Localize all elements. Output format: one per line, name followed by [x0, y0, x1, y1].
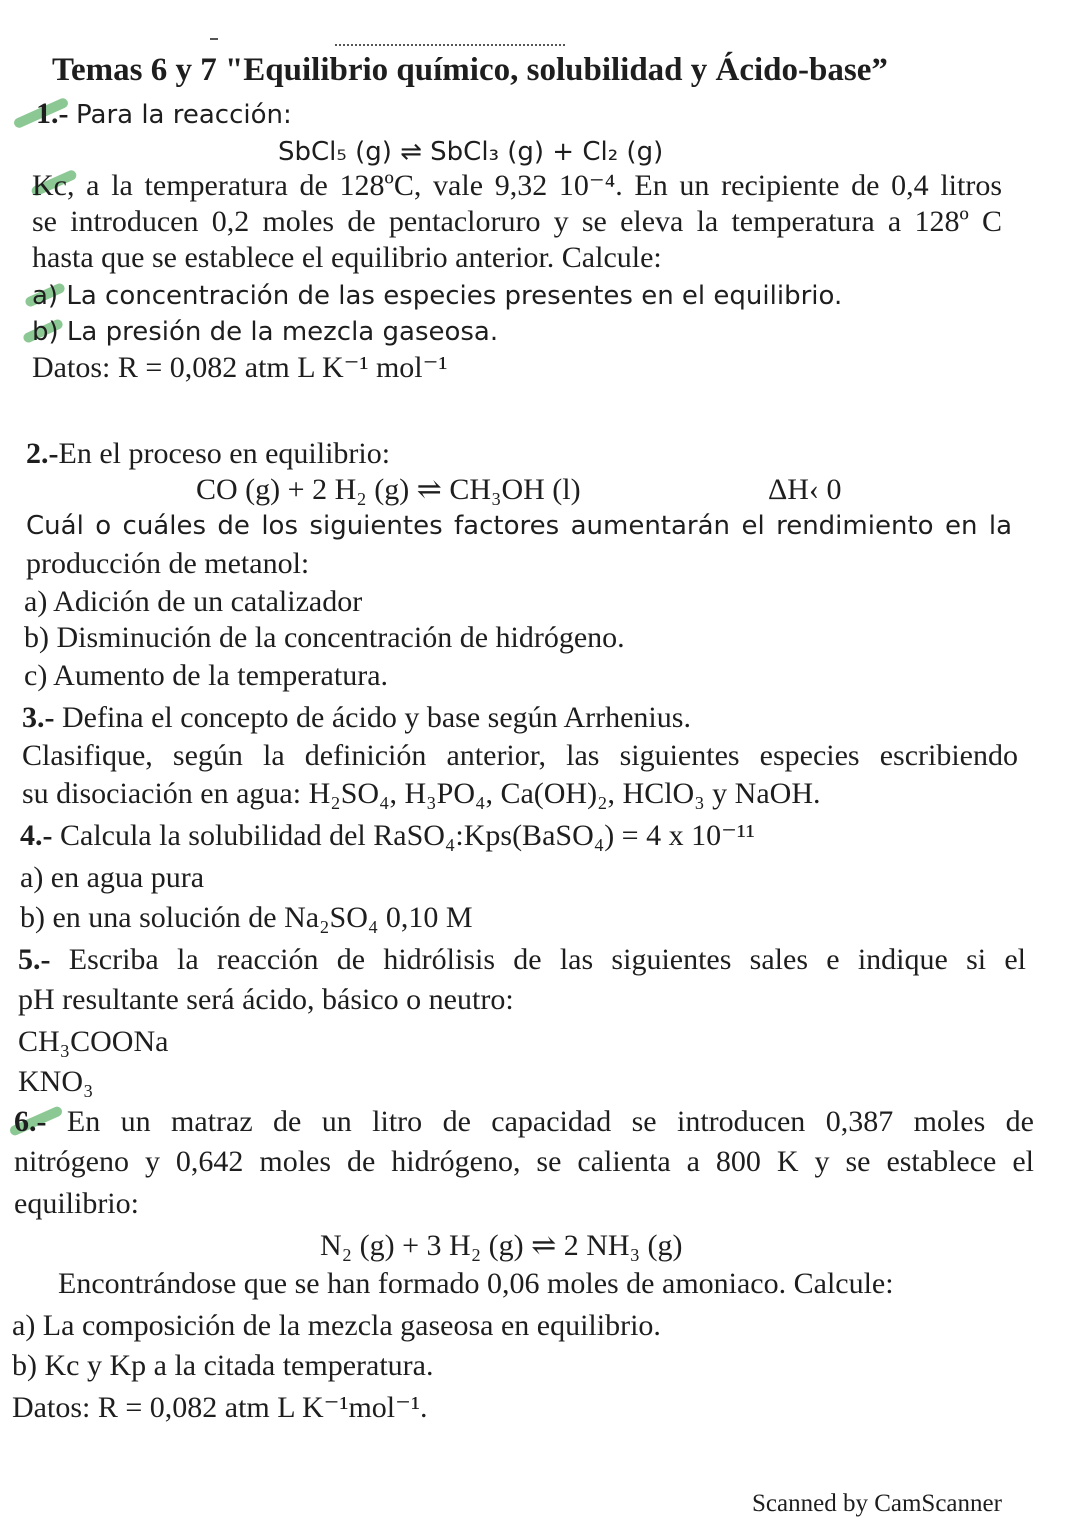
q4-number: 4.-	[20, 819, 53, 852]
q2-number: 2.-	[26, 437, 59, 470]
q2-line: Cuál o cuáles de los siguientes factores aumentarán el rendimiento en la	[26, 511, 1012, 541]
q2-option-a: a) Adición de un catalizador	[24, 585, 363, 618]
q5-line: pH resultante será ácido, básico o neutro:	[18, 983, 514, 1016]
q1-option-b: b) La presión de la mezcla gaseosa.	[32, 317, 499, 347]
q5-line-1	[18, 942, 1026, 978]
q5-text: Escriba la reacción de hidrólisis de las siguientes sales e indique si el	[68, 943, 1027, 976]
scan-mark	[335, 44, 565, 46]
q4-line-1	[20, 818, 755, 854]
q1-intro-line	[36, 96, 292, 133]
q6-data: Datos: R = 0,082 atm L K⁻¹mol⁻¹.	[12, 1391, 428, 1424]
q6-line-1	[14, 1104, 1034, 1140]
q6-option-a: a) La composición de la mezcla gaseosa en equilibrio.	[12, 1309, 661, 1342]
q4-option-a: a) en agua pura	[20, 861, 205, 894]
q3-line: su disociación en agua: H₂SO₄, H₃PO₄, Ca(OH)₂, HClO₃ y NaOH.	[22, 777, 821, 810]
q2-line: producción de metanol:	[26, 547, 310, 580]
q1-line: se introducen 0,2 moles de pentacloruro y se eleva la temperatura a 128º C	[32, 205, 1002, 238]
q6-number: 6.-	[14, 1105, 47, 1138]
q3-line: Clasifique, según la definición anterior, las siguientes especies escribiendo	[22, 739, 1018, 772]
scan-mark	[210, 38, 218, 40]
q6-reaction: N₂ (g) + 3 H₂ (g) ⇌ 2 NH₃ (g)	[320, 1229, 683, 1262]
q3-text: Defina el concepto de ácido y base según Arrhenius.	[62, 701, 691, 734]
q1-intro: Para la reacción:	[76, 100, 292, 130]
q2-option-c: c) Aumento de la temperatura.	[24, 659, 389, 692]
q2-intro-line	[26, 436, 390, 472]
q4-text: Calcula la solubilidad del RaSO₄:Kps(BaSO₄) = 4 x 10⁻¹¹	[60, 819, 755, 852]
scanner-footer: Scanned by CamScanner	[752, 1490, 1002, 1517]
q5-number: 5.-	[18, 943, 51, 976]
q6-line: equilibrio:	[14, 1187, 139, 1220]
q1-number: 1.-	[36, 97, 69, 130]
q3-line-1	[22, 700, 691, 736]
q6-text: En un matraz de un litro de capacidad se introducen 0,387 moles de	[66, 1105, 1034, 1138]
q2-option-b: b) Disminución de la concentración de hidrógeno.	[24, 621, 625, 654]
q2-enthalpy: ΔH‹ 0	[768, 473, 842, 506]
q1-line: Kc, a la temperatura de 128ºC, vale 9,32 10⁻⁴. En un recipiente de 0,4 litros	[32, 169, 1002, 202]
q6-option-b: b) Kc y Kp a la citada temperatura.	[12, 1349, 434, 1382]
q1-data: Datos: R = 0,082 atm L K⁻¹ mol⁻¹	[32, 351, 448, 384]
q1-line: hasta que se establece el equilibrio anterior. Calcule:	[32, 241, 662, 274]
q1-reaction: SbCl₅ (g) ⇌ SbCl₃ (g) + Cl₂ (g)	[278, 137, 664, 167]
q1-option-a: a) La concentración de las especies presentes en el equilibrio.	[32, 281, 843, 311]
q4-option-b: b) en una solución de Na₂SO₄ 0,10 M	[20, 901, 473, 934]
q2-reaction: CO (g) + 2 H₂ (g) ⇌ CH₃OH (l)	[196, 473, 581, 506]
q6-line: nitrógeno y 0,642 moles de hidrógeno, se calienta a 800 K y se establece el	[14, 1145, 1034, 1178]
q2-intro: En el proceso en equilibrio:	[58, 437, 391, 470]
q5-salt: CH₃COONa	[18, 1025, 169, 1058]
page-title: Temas 6 y 7 "Equilibrio químico, solubilidad y Ácido-base”	[52, 52, 888, 88]
q6-line: Encontrándose que se han formado 0,06 moles de amoniaco. Calcule:	[58, 1267, 894, 1300]
q3-number: 3.-	[22, 701, 55, 734]
q5-salt: KNO₃	[18, 1065, 94, 1098]
